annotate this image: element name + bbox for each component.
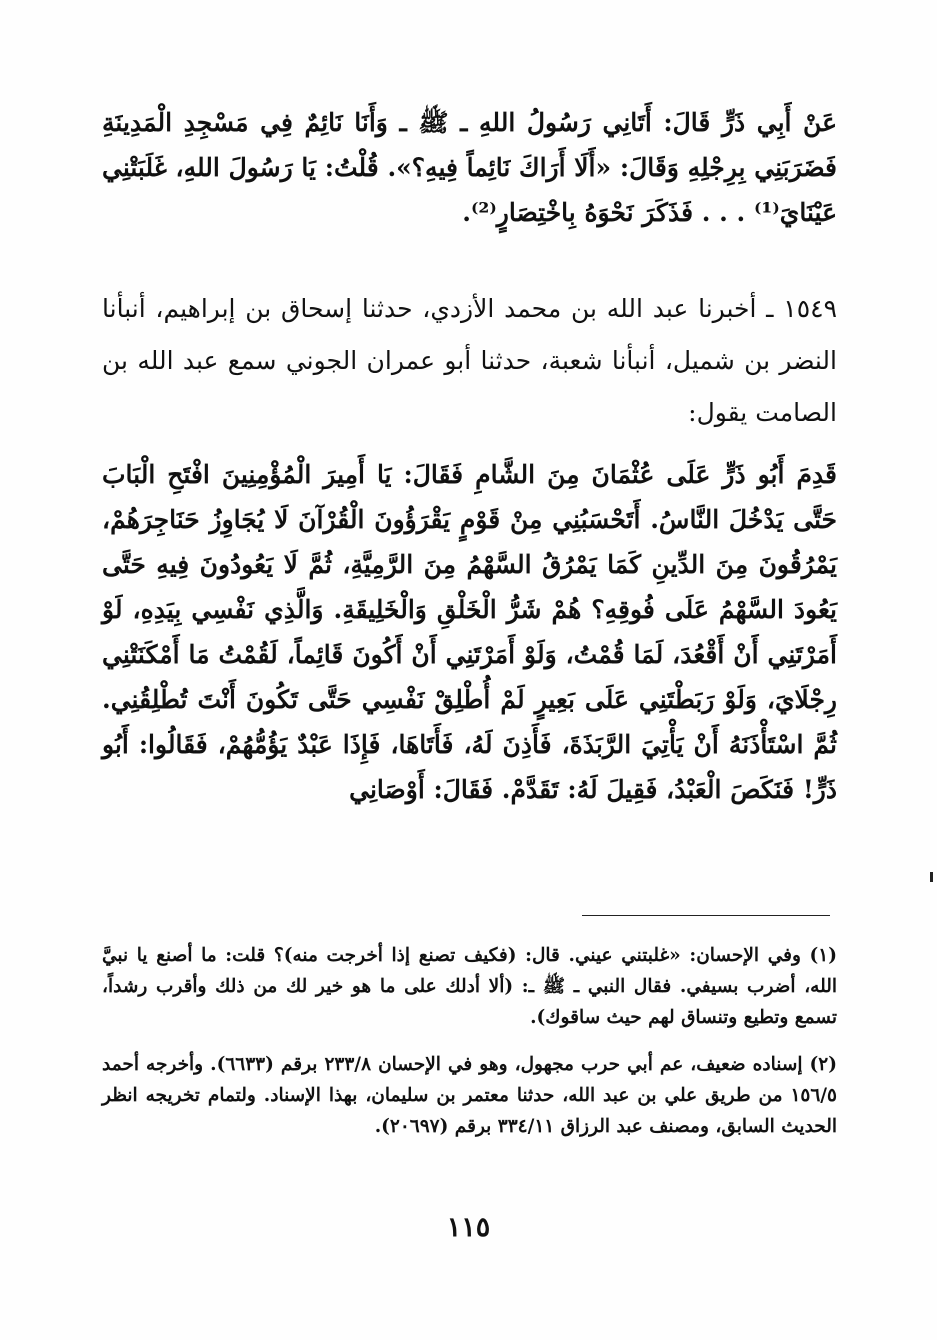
footnote-separator bbox=[582, 915, 830, 916]
hadith-isnad-paragraph: ١٥٤٩ ـ أخبرنا عبد الله بن محمد الأزدي، حدثنا إسحاق بن إبراهيم، أنبأنا النضر بن شميل، أنبأنا شعبة، حدثنا أبو عمران الجوني سمع عبد الله بن الصامت يقول: bbox=[102, 294, 837, 427]
hadith-text-paragraph: عَنْ أَبِي ذَرٍّ قَالَ: أَتَانِي رَسُولُ اللهِ ـ ﷺ ـ وَأَنَا نَائِمٌ فِي مَسْجِدِ الْمَدِينَةِ فَضَرَبَنِي بِرِجْلِهِ وَقَالَ: «أَلَا أَرَاكَ نَائِماً فِيهِ؟». قُلْتُ: يَا رَسُولَ اللهِ، غَلَبَتْنِي عَيْنَايَ⁽¹⁾ . . . فَذَكَرَ نَحْوَهُ بِاخْتِصَارٍ⁽²⁾. bbox=[102, 108, 837, 227]
margin-mark bbox=[930, 872, 933, 882]
footnote-1: (١) وفي الإحسان: «غلبتني عيني. قال: (فكيف تصنع إذا أخرجت منه)؟ قلت: ما أصنع يا نبيَّ الله، أضرب بسيفي. فقال النبي ـ ﷺ ـ: (ألا أدلك على ما هو خير لك من ذلك وأقرب رشداً، تسمع وتطيع وتنساق لهم حيث ساقوك). bbox=[102, 945, 837, 1028]
page-number: ١١٥ bbox=[446, 1212, 491, 1243]
footnote-2: (٢) إسناده ضعيف، عم أبي حرب مجهول، وهو في الإحسان ٢٣٣/٨ برقم (٦٦٣٣). وأخرجه أحمد ١٥٦/٥ من طريق علي بن عبد الله، حدثنا معتمر بن سليمان، بهذا الإسناد. ولتمام تخريجه انظر الحديث السابق، ومصنف عبد الرزاق ٣٣٤/١١ برقم (٢٠٦٩٧). bbox=[102, 1054, 837, 1137]
hadith-matn-paragraph: قَدِمَ أَبُو ذَرٍّ عَلَى عُثْمَانَ مِنَ الشَّامِ فَقَالَ: يَا أَمِيرَ الْمُؤْمِنِينَ افْتَحِ الْبَابَ حَتَّى يَدْخُلَ النَّاسُ. أَتَحْسَبُنِي مِنْ قَوْمٍ يَقْرَؤُونَ الْقُرْآنَ لَا يُجَاوِزُ حَنَاجِرَهُمْ، يَمْرُقُونَ مِنَ الدِّينِ كَمَا يَمْرُقُ السَّهْمُ مِنَ الرَّمِيَّةِ، ثُمَّ لَا يَعُودُونَ فِيهِ حَتَّى يَعُودَ السَّهْمُ عَلَى فُوقِهِ؟ هُمْ شَرُّ الْخَلْقِ وَالْخَلِيقَةِ. وَالَّذِي نَفْسِي بِيَدِهِ، لَوْ أَمَرْتَنِي أَنْ أَقْعُدَ، لَمَا قُمْتُ، وَلَوْ أَمَرْتَنِي أَنْ أَكُونَ قَائِماً، لَقُمْتُ مَا أَمْكَنَتْنِي رِجْلَايَ، وَلَوْ رَبَطْتَنِي عَلَى بَعِيرٍ لَمْ أُطْلِقْ نَفْسِي حَتَّى تَكُونَ أَنْتَ تُطْلِقُنِي. ثُمَّ اسْتَأْذَنَهُ أَنْ يَأْتِيَ الرَّبَذَةَ، فَأَذِنَ لَهُ، فَأَتَاهَا، فَإِذَا عَبْدٌ يَؤُمُّهُمْ، فَقَالُوا: أَبُو ذَرٍّ! فَنَكَصَ الْعَبْدُ، فَقِيلَ لَهُ: تَقَدَّمْ. فَقَالَ: أَوْصَانِي bbox=[102, 460, 837, 804]
